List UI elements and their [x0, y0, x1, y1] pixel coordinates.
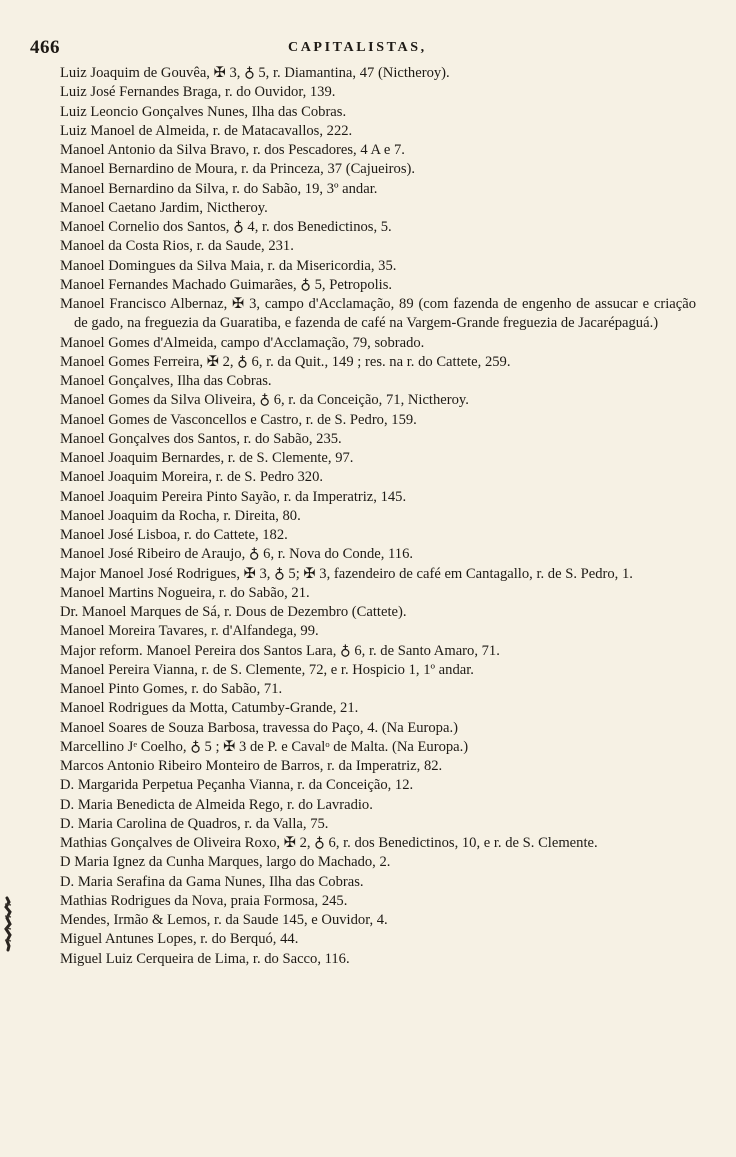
- list-item: Manoel da Costa Rios, r. da Saude, 231.: [60, 238, 294, 255]
- list-item: Manoel Caetano Jardim, Nictheroy.: [60, 199, 268, 216]
- list-item: Manoel Joaquim Bernardes, r. de S. Clemente, 97.: [60, 450, 354, 466]
- list-item: Manoel Bernardino de Moura, r. da Princeza, 37 (Cajueiros).: [60, 161, 416, 178]
- list-item: Manoel Gomes Ferreira, ✠ 2, ♁ 6, r. da Quit., 149 ; res. na r. do Cattete, 259.: [60, 353, 511, 370]
- list-item: D. Margarida Perpetua Peçanha Vianna, r. da Conceição, 12.: [60, 777, 414, 794]
- list-item: Mathias Gonçalves de Oliveira Roxo, ✠ 2, ♁ 6, r. dos Benedictinos, 10, e r. de S. Clemente.: [60, 835, 598, 851]
- list-item: Marcos Antonio Ribeiro Monteiro de Barros, r. da Imperatriz, 82.: [60, 758, 443, 774]
- list-item: Manoel Bernardino da Silva, r. do Sabão, 19, 3º andar.: [60, 180, 378, 197]
- list-item: Manoel Martins Nogueira, r. do Sabão, 21.: [60, 584, 310, 601]
- list-item: Manoel Antonio da Silva Bravo, r. dos Pescadores, 4 A e 7.: [60, 142, 405, 158]
- list-item: Manoel Pinto Gomes, r. do Sabão, 71.: [60, 681, 283, 697]
- list-item: Manoel Joaquim Moreira, r. de S. Pedro 320.: [60, 469, 324, 486]
- list-item: Manoel Gomes de Vasconcellos e Castro, r. de S. Pedro, 159.: [60, 411, 417, 428]
- list-item: Marcellino Jᵉ Coelho, ♁ 5 ; ✠ 3 de P. e Cavalᵒ de Malta. (Na Europa.): [60, 738, 469, 755]
- list-item: Manoel Moreira Tavares, r. d'Alfandega, 99.: [60, 623, 319, 640]
- list-item: Major reform. Manoel Pereira dos Santos Lara, ♁ 6, r. de Santo Amaro, 71.: [60, 642, 500, 659]
- list-item: Mathias Rodrigues da Nova, praia Formosa, 245.: [60, 892, 348, 909]
- list-item: Mendes, Irmão & Lemos, r. da Saude 145, e Ouvidor, 4.: [60, 912, 388, 928]
- entry-list: [60, 64, 696, 969]
- running-title: CAPITALISTAS,: [288, 40, 427, 55]
- list-item: Manoel Fernandes Machado Guimarães, ♁ 5, Petropolis.: [60, 276, 393, 293]
- list-item: Manoel Francisco Albernaz, ✠ 3, campo d'Acclamação, 89 (com fazenda de engenho de assucar e criação de gado, na freguezia da Guaratiba, e fazenda de café na Vargem-Grande freguezia de Jacarépaguá.): [60, 296, 696, 332]
- page-number: 466: [30, 37, 60, 58]
- list-item: Manoel Pereira Vianna, r. de S. Clemente, 72, e r. Hospicio 1, 1º andar.: [60, 661, 474, 678]
- list-item: Miguel Antunes Lopes, r. do Berquó, 44.: [60, 931, 299, 948]
- list-item: Luiz José Fernandes Braga, r. do Ouvidor, 139.: [60, 84, 336, 101]
- list-item: Manoel Gomes da Silva Oliveira, ♁ 6, r. da Conceição, 71, Nictheroy.: [60, 392, 469, 409]
- list-item: Manoel Gomes d'Almeida, campo d'Acclamação, 79, sobrado.: [60, 334, 425, 351]
- margin-ink-mark: [2, 896, 14, 952]
- list-item: Miguel Luiz Cerqueira de Lima, r. do Sacco, 116.: [60, 950, 350, 967]
- page-header: [30, 37, 670, 59]
- list-item: Luiz Leoncio Gonçalves Nunes, Ilha das Cobras.: [60, 103, 347, 120]
- list-item: Luiz Joaquim de Gouvêa, ✠ 3, ♁ 5, r. Diamantina, 47 (Nictheroy).: [60, 65, 450, 81]
- list-item: Manoel Gonçalves dos Santos, r. do Sabão, 235.: [60, 430, 342, 447]
- list-item: Luiz Manoel de Almeida, r. de Matacavallos, 222.: [60, 122, 353, 139]
- list-item: Manoel Domingues da Silva Maia, r. da Misericordia, 35.: [60, 257, 397, 274]
- list-item: D Maria Ignez da Cunha Marques, largo do Machado, 2.: [60, 854, 391, 871]
- list-item: Manoel Cornelio dos Santos, ♁ 4, r. dos Benedictinos, 5.: [60, 219, 392, 235]
- list-item: Dr. Manoel Marques de Sá, r. Dous de Dezembro (Cattete).: [60, 604, 407, 620]
- list-item: Manoel Rodrigues da Motta, Catumby-Grande, 21.: [60, 700, 359, 717]
- list-item: Manoel Gonçalves, Ilha das Cobras.: [60, 373, 272, 389]
- list-item: Manoel José Ribeiro de Araujo, ♁ 6, r. Nova do Conde, 116.: [60, 546, 414, 563]
- list-item: D. Maria Benedicta de Almeida Rego, r. do Lavradio.: [60, 796, 373, 813]
- list-item: Manoel Joaquim da Rocha, r. Direita, 80.: [60, 507, 301, 524]
- list-item: D. Maria Carolina de Quadros, r. da Valla, 75.: [60, 815, 329, 832]
- list-item: Manoel Joaquim Pereira Pinto Sayão, r. da Imperatriz, 145.: [60, 488, 407, 505]
- list-item: D. Maria Serafina da Gama Nunes, Ilha das Cobras.: [60, 873, 364, 890]
- list-item: Major Manoel José Rodrigues, ✠ 3, ♁ 5; ✠ 3, fazendeiro de café em Cantagallo, r. de S. Pedro, 1.: [60, 565, 633, 582]
- list-item: Manoel José Lisboa, r. do Cattete, 182.: [60, 527, 288, 543]
- list-item: Manoel Soares de Souza Barbosa, travessa do Paço, 4. (Na Europa.): [60, 719, 458, 736]
